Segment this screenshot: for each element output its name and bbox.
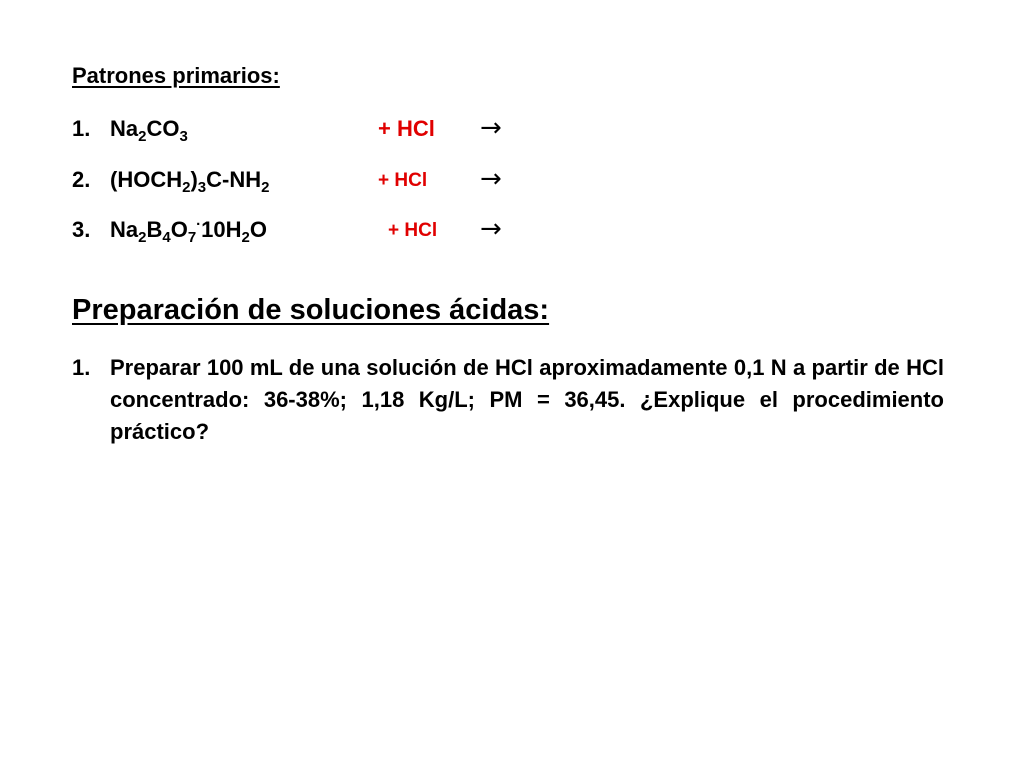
item-number: 3. — [72, 217, 91, 242]
formula-na2co3: $Na_2CO_3$ — [110, 116, 188, 145]
standard-item-2 — [72, 164, 532, 199]
acid-solutions-heading: Preparación de soluciones ácidas: — [72, 294, 550, 326]
reagent-hcl: + HCl — [378, 116, 435, 141]
standard-item-3 — [72, 214, 532, 249]
item-number: 1. — [72, 116, 91, 141]
primary-standards-heading: Patrones primarios: — [72, 63, 280, 88]
formula-borax: $Na_2B_4O_7^\cdot 10H_2O$ — [110, 216, 267, 246]
item-number: 2. — [72, 167, 91, 192]
reaction-arrow: → — [480, 113, 502, 143]
reagent-hcl: + HCl — [388, 220, 438, 241]
reagent-hcl: + HCl — [378, 170, 428, 191]
problem-item-1 — [72, 352, 944, 448]
standard-item-1 — [72, 113, 532, 148]
reaction-arrow: → — [480, 164, 502, 194]
problem-number: 1. — [72, 355, 91, 380]
formula-tris: $(HOCH_2)_3C-NH_2$ — [110, 167, 270, 196]
problem-text: Preparar 100 mL de una solución de HCl aproximadamente 0,1 N a partir de HCl concentrado: 36-38%; 1,18 Kg/L; PM = 36,45. ¿Explique el procedimiento práctico? — [110, 355, 944, 444]
reaction-arrow: → — [480, 214, 502, 244]
